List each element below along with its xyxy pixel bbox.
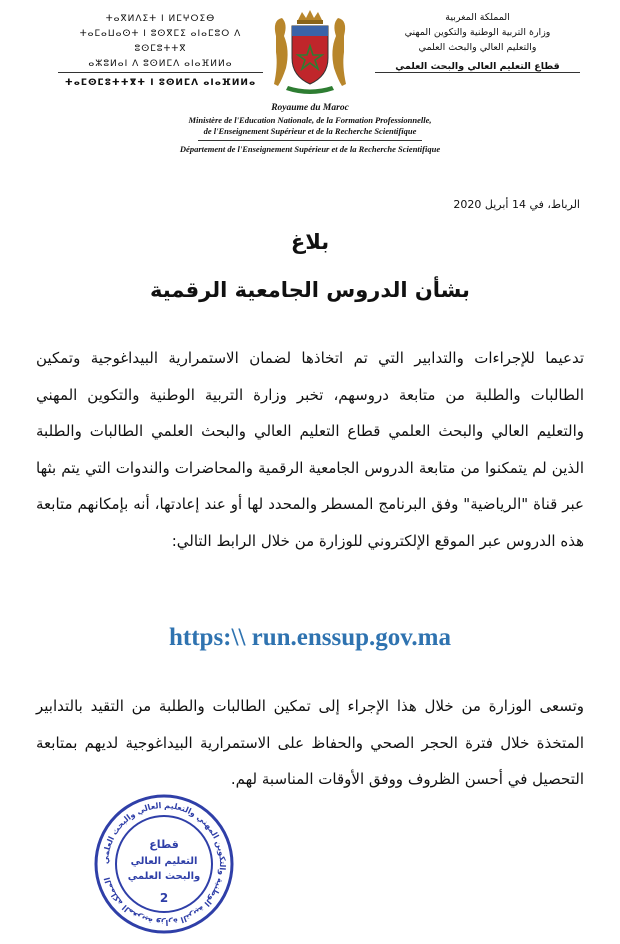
document-subtitle: بشأن الدروس الجامعية الرقمية <box>150 278 470 302</box>
header-french-line: Royaume du Maroc <box>271 103 349 113</box>
header-french-line: de l'Enseignement Supérieur et de la Recherche Scientifique <box>203 126 417 136</box>
header-arabic-line: قطاع التعليم العالي والبحث العلمي <box>395 61 560 72</box>
header-arabic-line: وزارة التربية الوطنية والتكوين المهني <box>404 27 551 38</box>
header-arabic-line: والتعليم العالي والبحث العلمي <box>418 42 537 53</box>
coat-of-arms-icon <box>268 6 352 100</box>
website-link[interactable]: https:\\ run.enssup.gov.ma <box>168 624 452 651</box>
header-french-line: Ministère de l'Education Nationale, de la Formation Professionnelle, <box>188 115 432 125</box>
header-tifinagh-line: ⵜⴰⵎⴰⵡⴰⵙⵜ ⵏ ⵓⵙⴳⵎⵉ ⴰⵏⴰⵎⵓⵔ ⴷ ⵓⵙⵎⵓⵜⵜⴳ <box>79 29 242 54</box>
body-paragraph: تدعيما للإجراءات والتدابير التي تم اتخاذها لضمان الاستمرارية البيداغوجية وتمكين الطالبات والطلبة من متابعة دروسهم، تخبر وزارة التربية الوطنية والتكوين المهني والتعليم العالي والبحث العلمي قطاع التعليم العالي والبحث العلمي الطالبات والطلبة الذين لم يتمكنوا من متابعة الدروس الجامعية الرقمية والمحاضرات والندوات التي يتم بثها عبر قناة "الرياضية" وفق البرنامج المسطر والمحدد لها أو عند إعادتها، أنه بإمكانهم متابعة هذه الدروس عبر الموقع الإلكتروني للوزارة من خلال الرابط التالي: <box>36 349 584 550</box>
header-divider-left <box>58 72 263 73</box>
document-date: الرباط، في 14 أبريل 2020 <box>453 198 580 211</box>
stamp-ring-text: المملكة المغربية وزارة التربية الوطنية والتكوين المهني والتعليم العالي والبحث العلمي <box>100 800 228 928</box>
header-tifinagh-line: ⵜⴰⴳⵍⴷⵉⵜ ⵏ ⵍⵎⵖⵔⵉⴱ <box>105 14 216 24</box>
header-tifinagh-line: ⵜⴰⵎⵙⵎⵓⵜⵜⴳⵜ ⵏ ⵓⵙⵍⵎⴷ ⴰⵏⴰⴼⵍⵍⴰ <box>64 78 257 88</box>
stamp-center-line: قطاع <box>149 838 179 851</box>
document-title: بلاغ <box>290 230 330 254</box>
stamp-number: 2 <box>159 891 169 905</box>
stamp-center-line: والبحث العلمي <box>127 871 201 882</box>
header-divider-french <box>198 140 422 141</box>
header-arabic <box>375 10 580 74</box>
header-tifinagh-line: ⴰⵣⵓⵍⴰⵏ ⴷ ⵓⵙⵍⵎⴷ ⴰⵏⴰⴼⵍⵍⴰ <box>88 59 233 69</box>
stamp-center-line: التعليم العالي <box>130 856 198 867</box>
department-name: Département de l'Enseignement Supérieur et de la Recherche Scientifique <box>179 144 441 154</box>
official-stamp <box>92 792 236 936</box>
header-arabic-line: المملكة المغربية <box>445 12 510 23</box>
header-tifinagh <box>58 12 263 91</box>
body-paragraph: وتسعى الوزارة من خلال هذا الإجراء إلى تمكين الطالبات والطلبة من التقيد بالتدابير المتخذة خلال فترة الحجر الصحي والحفاظ على الاستمرارية البيداغوجية لديهم بمتابعة التحصيل في أحسن الظروف ووفق الأوقات المناسبة لهم. <box>36 697 584 788</box>
header-divider-right <box>375 72 580 73</box>
